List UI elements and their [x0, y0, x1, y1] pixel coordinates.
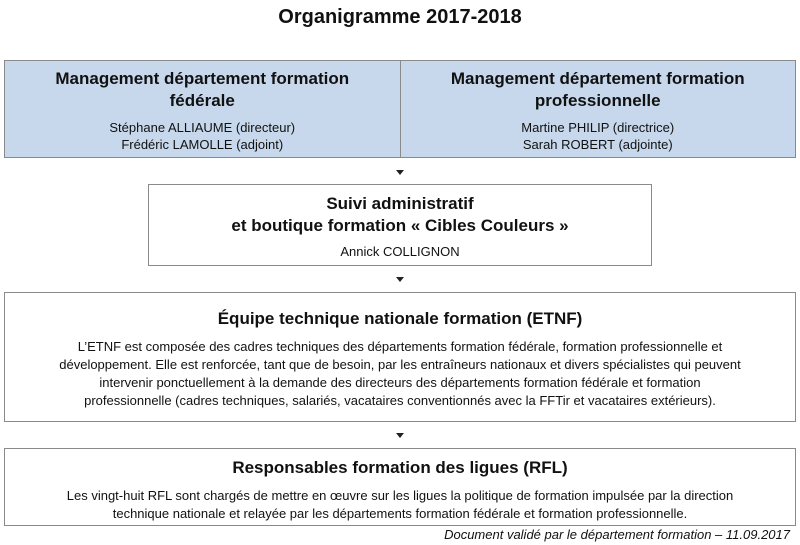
etnf-line: professionnelle (cadres techniques, salariés, vacataires conventionnés avec la FFTir et vacataires extérieurs).	[84, 393, 716, 408]
validation-note: Document validé par le département formation – 11.09.2017	[444, 527, 790, 542]
rfl-box	[4, 448, 796, 526]
etnf-line: intervenir ponctuellement à la demande des directeurs des départements formation fédérale et formation	[99, 375, 701, 390]
arrow-down-icon	[396, 170, 404, 175]
suivi-person: Annick COLLIGNON	[340, 244, 460, 259]
suivi-title-line1: Suivi administratif	[326, 194, 474, 213]
management-federale-deputy: Frédéric LAMOLLE (adjoint)	[121, 137, 284, 152]
management-professionnelle-title-line1: Management département formation	[450, 69, 745, 88]
management-professionnelle	[400, 61, 796, 157]
page-title: Organigramme 2017-2018	[278, 6, 522, 28]
management-federale-title-line2: fédérale	[169, 91, 235, 110]
etnf-line: L’ETNF est composée des cadres techniques des départements formation fédérale, formation professionnelle et	[77, 339, 723, 354]
etnf-line: développement. Elle est renforcée, tant que de besoin, par les entraîneurs nationaux et divers spécialistes qui peuvent	[59, 357, 741, 372]
management-box	[4, 60, 796, 158]
arrow-down-icon	[396, 433, 404, 438]
rfl-description	[19, 487, 781, 523]
etnf-description	[19, 338, 781, 410]
management-professionnelle-director: Martine PHILIP (directrice)	[521, 120, 675, 135]
management-professionnelle-deputy: Sarah ROBERT (adjointe)	[522, 137, 673, 152]
rfl-title: Responsables formation des ligues (RFL)	[232, 458, 568, 477]
management-federale-title-line1: Management département formation	[55, 69, 350, 88]
management-federale-director: Stéphane ALLIAUME (directeur)	[109, 120, 296, 135]
etnf-box	[4, 292, 796, 422]
etnf-title: Équipe technique nationale formation (ETNF)	[217, 309, 583, 328]
suivi-box	[148, 184, 652, 266]
suivi-title-line2: et boutique formation « Cibles Couleurs »	[231, 216, 569, 235]
management-federale	[5, 61, 400, 157]
rfl-line: Les vingt-huit RFL sont chargés de mettre en œuvre sur les ligues la politique de formation impulsée par la direction	[66, 488, 734, 503]
arrow-down-icon	[396, 277, 404, 282]
management-professionnelle-title-line2: professionnelle	[534, 91, 661, 110]
rfl-line: technique nationale et relayée par les départements formation fédérale et formation professionnelle.	[112, 506, 688, 521]
